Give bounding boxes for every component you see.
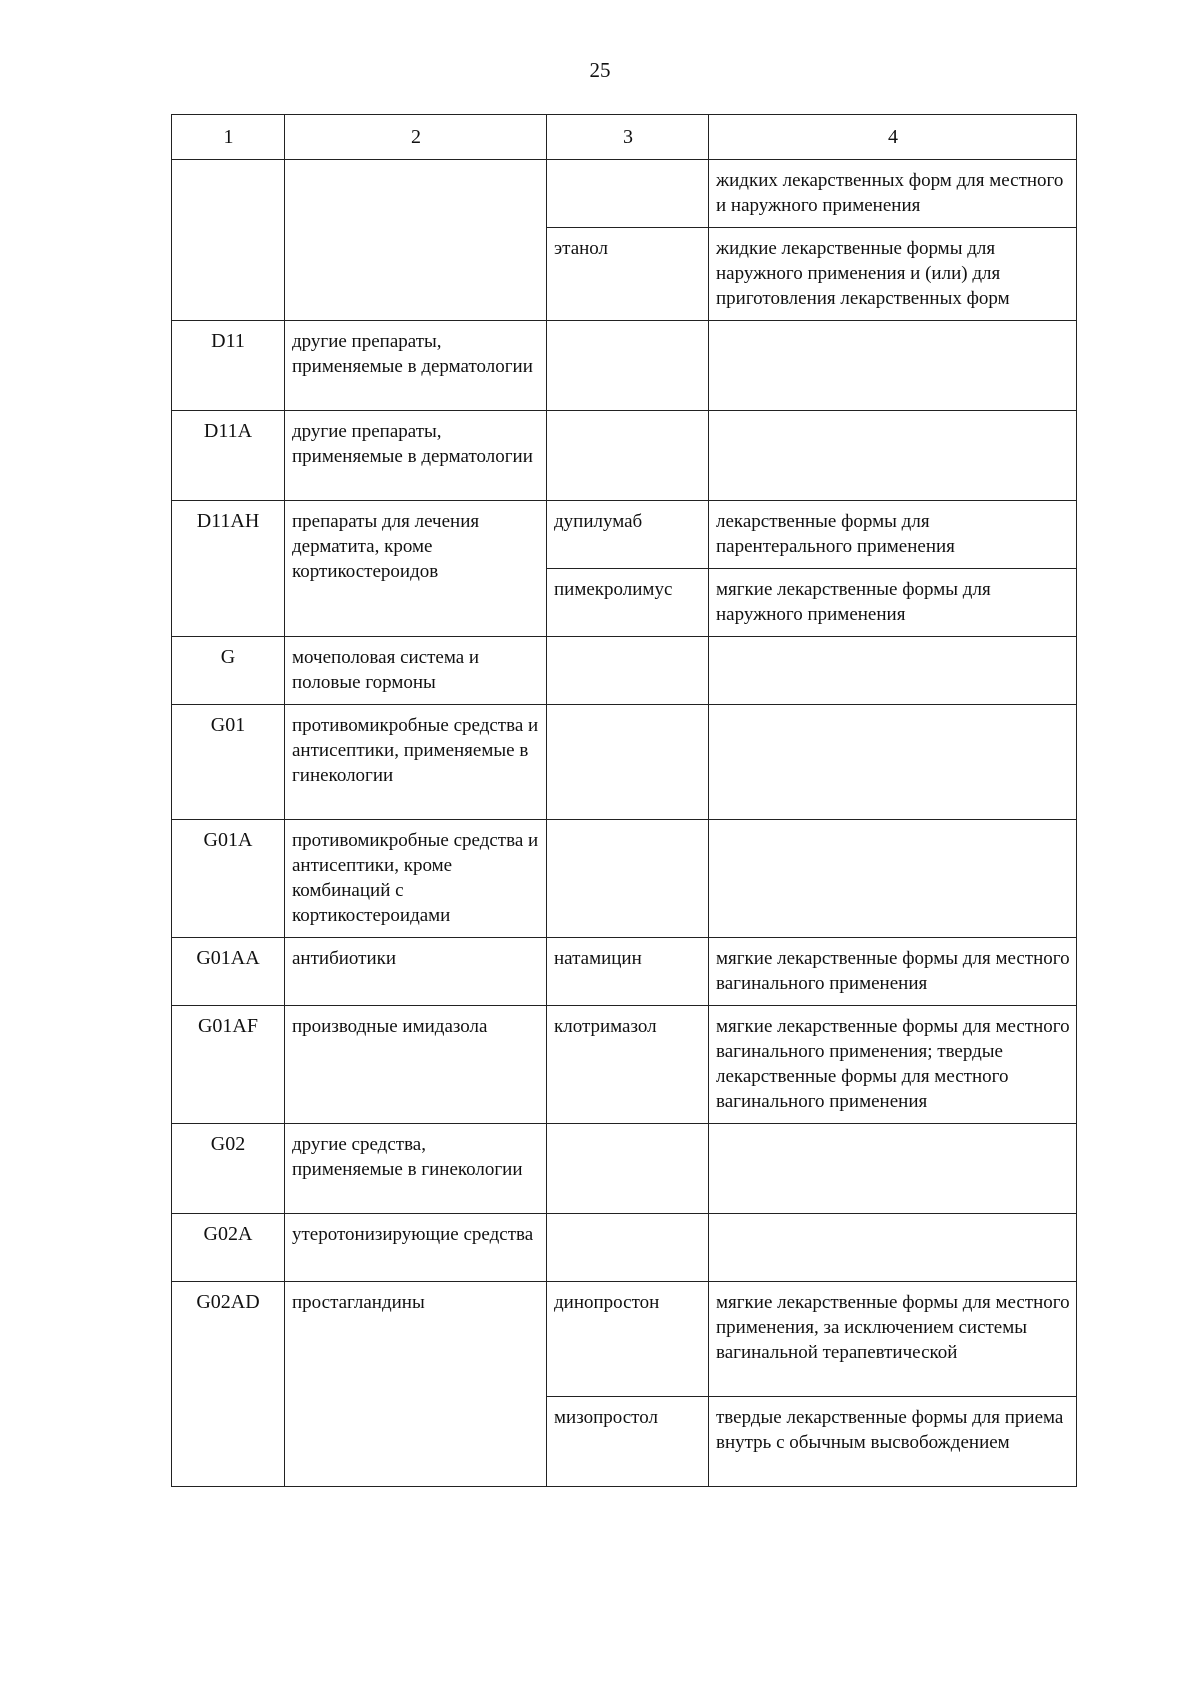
table-row: [172, 1124, 1077, 1214]
drug-cell: дупилумаб: [547, 501, 709, 569]
drug-cell: этанол: [547, 228, 709, 321]
code-cell: [172, 160, 285, 321]
form-cell: мягкие лекарственные формы для наружного применения: [709, 569, 1077, 637]
table-row: [172, 160, 1077, 228]
group-cell: простагландины: [285, 1282, 547, 1487]
table-row: [172, 501, 1077, 569]
column-header: 2: [285, 115, 547, 160]
column-header: 3: [547, 115, 709, 160]
form-cell: жидкие лекарственные формы для наружного применения и (или) для приготовления лекарственных форм: [709, 228, 1077, 321]
group-cell: другие средства, применяемые в гинекологии: [285, 1124, 547, 1214]
drug-cell: [547, 160, 709, 228]
table-header-row: [172, 115, 1077, 160]
column-header: 1: [172, 115, 285, 160]
form-cell: мягкие лекарственные формы для местного применения, за исключением системы вагинальной терапевтической: [709, 1282, 1077, 1397]
group-cell: мочеполовая система и половые гормоны: [285, 637, 547, 705]
table-row: [172, 1282, 1077, 1397]
form-cell: [709, 637, 1077, 705]
group-cell: производные имидазола: [285, 1006, 547, 1124]
drug-cell: мизопростол: [547, 1397, 709, 1487]
drug-cell: [547, 411, 709, 501]
code-cell: D11AH: [172, 501, 285, 637]
drug-cell: натамицин: [547, 938, 709, 1006]
drug-cell: [547, 1124, 709, 1214]
group-cell: противомикробные средства и антисептики, кроме комбинаций с кортикостероидами: [285, 820, 547, 938]
table-row: [172, 637, 1077, 705]
form-cell: жидких лекарственных форм для местного и наружного применения: [709, 160, 1077, 228]
group-cell: антибиотики: [285, 938, 547, 1006]
code-cell: G01AF: [172, 1006, 285, 1124]
form-cell: мягкие лекарственные формы для местного вагинального применения; твердые лекарственные формы для местного вагинального применения: [709, 1006, 1077, 1124]
group-cell: препараты для лечения дерматита, кроме кортикостероидов: [285, 501, 547, 637]
drug-cell: динопростон: [547, 1282, 709, 1397]
table-row: [172, 1214, 1077, 1282]
code-cell: G02A: [172, 1214, 285, 1282]
form-cell: [709, 705, 1077, 820]
form-cell: твердые лекарственные формы для приема внутрь с обычным высвобождением: [709, 1397, 1077, 1487]
drug-cell: [547, 321, 709, 411]
form-cell: [709, 411, 1077, 501]
group-cell: утеротонизирующие средства: [285, 1214, 547, 1282]
code-cell: G02: [172, 1124, 285, 1214]
form-cell: мягкие лекарственные формы для местного вагинального применения: [709, 938, 1077, 1006]
form-cell: [709, 321, 1077, 411]
form-cell: [709, 1214, 1077, 1282]
group-cell: другие препараты, применяемые в дерматологии: [285, 321, 547, 411]
group-cell: [285, 160, 547, 321]
table-row: [172, 411, 1077, 501]
drug-cell: клотримазол: [547, 1006, 709, 1124]
form-cell: [709, 1124, 1077, 1214]
code-cell: D11: [172, 321, 285, 411]
table-row: [172, 938, 1077, 1006]
drug-cell: пимекролимус: [547, 569, 709, 637]
code-cell: G01: [172, 705, 285, 820]
group-cell: противомикробные средства и антисептики, применяемые в гинекологии: [285, 705, 547, 820]
drug-cell: [547, 1214, 709, 1282]
table-row: [172, 321, 1077, 411]
drug-table: [171, 114, 1077, 1487]
drug-cell: [547, 637, 709, 705]
form-cell: лекарственные формы для парентерального применения: [709, 501, 1077, 569]
drug-cell: [547, 705, 709, 820]
group-cell: другие препараты, применяемые в дерматологии: [285, 411, 547, 501]
table-row: [172, 705, 1077, 820]
table-row: [172, 1006, 1077, 1124]
table-row: [172, 820, 1077, 938]
code-cell: D11A: [172, 411, 285, 501]
code-cell: G: [172, 637, 285, 705]
code-cell: G01A: [172, 820, 285, 938]
form-cell: [709, 820, 1077, 938]
page-number: 25: [589, 58, 611, 82]
drug-cell: [547, 820, 709, 938]
code-cell: G02AD: [172, 1282, 285, 1487]
column-header: 4: [709, 115, 1077, 160]
code-cell: G01AA: [172, 938, 285, 1006]
